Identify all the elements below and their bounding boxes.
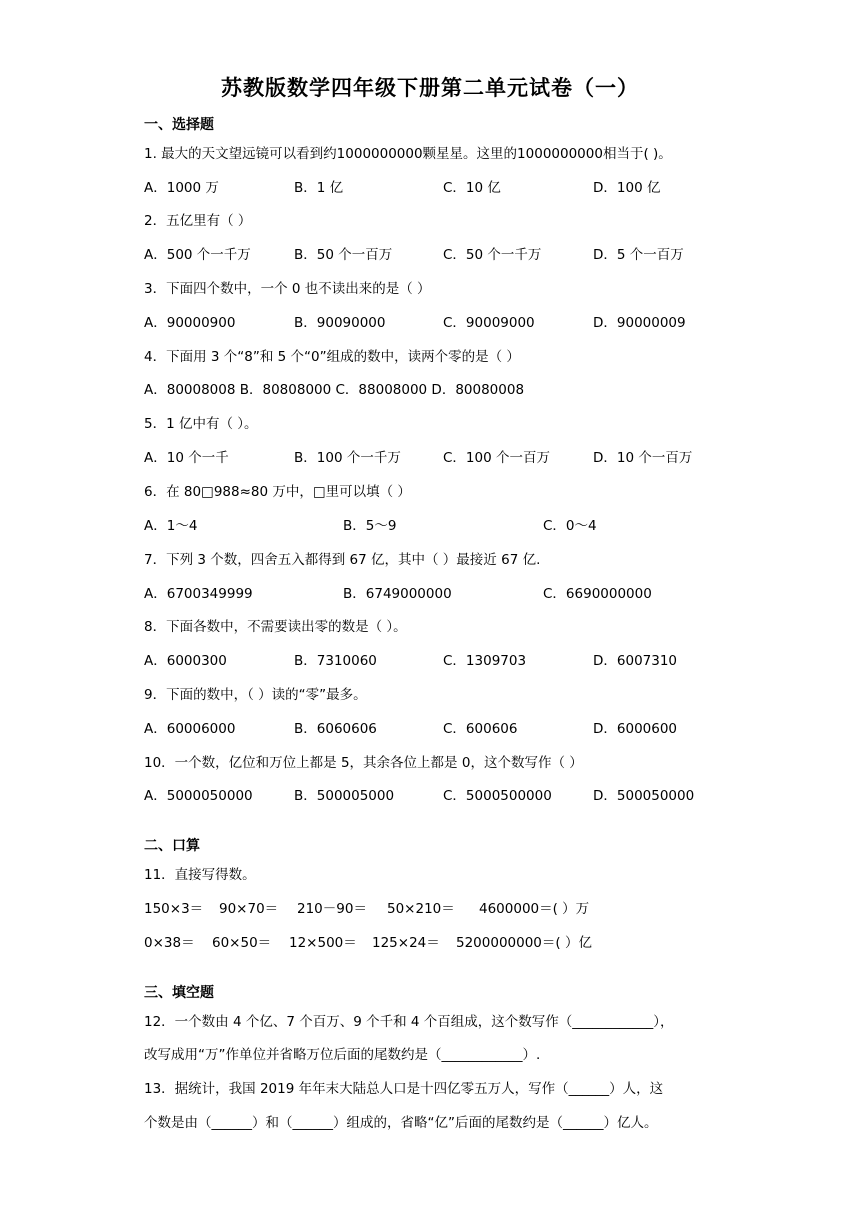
question-1-option-a: A．1000 万 <box>144 180 219 196</box>
question-3-option-b: B．90090000 <box>294 315 386 331</box>
question-6-stem: 6．在 80□988≈80 万中，□里可以填（ ） <box>144 484 411 500</box>
question-10-stem: 10．一个数，亿位和万位上都是 5，其余各位上都是 0，这个数写作（ ） <box>144 755 583 771</box>
question-6-option-a: A．1～4 <box>144 518 198 534</box>
question-13-line-1: 13．据统计，我国 2019 年年末大陆总人口是十四亿零五万人，写作（______）人，这 <box>144 1081 664 1097</box>
calc-item: 150×3＝ <box>144 901 204 917</box>
question-10-option-c: C．5000500000 <box>443 788 552 804</box>
section-heading-fill-in: 三、填空题 <box>144 985 214 1001</box>
question-10-option-d: D．500050000 <box>593 788 695 804</box>
calc-item: 50×210＝ <box>387 901 455 917</box>
question-5-option-d: D．10 个一百万 <box>593 450 693 466</box>
question-8-option-b: B．7310060 <box>294 653 377 669</box>
question-4-options: A．80008008 B．80808000 C．88008000 D．80080008 <box>144 382 525 398</box>
question-7-stem: 7．下列 3 个数，四舍五入都得到 67 亿，其中（ ）最接近 67 亿. <box>144 552 541 568</box>
question-9-option-a: A．60006000 <box>144 721 236 737</box>
question-8-option-d: D．6007310 <box>593 653 678 669</box>
question-11-stem: 11．直接写得数。 <box>144 867 256 883</box>
calc-item: 4600000＝( ）万 <box>479 901 590 917</box>
question-6-option-c: C．0～4 <box>543 518 597 534</box>
question-1-option-b: B．1 亿 <box>294 180 344 196</box>
question-2-option-a: A．500 个一千万 <box>144 247 251 263</box>
calc-item: 60×50＝ <box>212 935 272 951</box>
question-2-option-d: D．5 个一百万 <box>593 247 684 263</box>
question-2-option-b: B．50 个一百万 <box>294 247 393 263</box>
question-9-option-c: C．600606 <box>443 721 518 737</box>
question-5-stem: 5．1 亿中有（ ）。 <box>144 416 258 432</box>
question-5-option-a: A．10 个一千 <box>144 450 229 466</box>
question-10-option-b: B．500005000 <box>294 788 395 804</box>
question-3-option-d: D．90000009 <box>593 315 686 331</box>
calc-item: 0×38＝ <box>144 935 195 951</box>
page-title: 苏教版数学四年级下册第二单元试卷（一） <box>221 76 639 100</box>
section-heading-choice: 一、选择题 <box>144 117 214 133</box>
question-7-option-c: C．6690000000 <box>543 586 652 602</box>
question-7-option-b: B．6749000000 <box>343 586 452 602</box>
question-5-option-c: C．100 个一百万 <box>443 450 550 466</box>
question-3-option-a: A．90000900 <box>144 315 236 331</box>
question-7-option-a: A．6700349999 <box>144 586 253 602</box>
question-8-option-a: A．6000300 <box>144 653 227 669</box>
question-3-stem: 3．下面四个数中，一个 0 也不读出来的是（ ） <box>144 281 431 297</box>
question-6-option-b: B．5～9 <box>343 518 397 534</box>
question-2-option-c: C．50 个一千万 <box>443 247 542 263</box>
calc-item: 125×24＝ <box>372 935 440 951</box>
calc-item: 12×500＝ <box>289 935 357 951</box>
question-9-option-d: D．6000600 <box>593 721 678 737</box>
question-1-stem: 1. 最大的天文望远镜可以看到约1000000000颗星星。这里的1000000000相当于( )。 <box>144 146 672 162</box>
question-1-option-c: C．10 亿 <box>443 180 501 196</box>
question-1-option-d: D．100 亿 <box>593 180 661 196</box>
question-9-option-b: B．6060606 <box>294 721 377 737</box>
question-4-stem: 4．下面用 3 个“8”和 5 个“0”组成的数中，读两个零的是（ ） <box>144 349 520 365</box>
question-12-line-1: 12．一个数由 4 个亿、7 个百万、9 个千和 4 个百组成，这个数写作（____________）， <box>144 1014 674 1030</box>
question-2-stem: 2．五亿里有（ ） <box>144 213 252 229</box>
question-5-option-b: B．100 个一千万 <box>294 450 401 466</box>
calc-item: 5200000000＝( ）亿 <box>456 935 592 951</box>
question-8-option-c: C．1309703 <box>443 653 527 669</box>
question-13-line-2: 个数是由（______）和（______）组成的，省略“亿”后面的尾数约是（______）亿人。 <box>144 1115 658 1131</box>
question-3-option-c: C．90009000 <box>443 315 535 331</box>
question-10-option-a: A．5000050000 <box>144 788 253 804</box>
question-12-line-2: 改写成用“万”作单位并省略万位后面的尾数约是（____________）. <box>144 1047 541 1063</box>
question-8-stem: 8．下面各数中，不需要读出零的数是（ ）。 <box>144 619 407 635</box>
question-9-stem: 9．下面的数中，（ ）读的“零”最多。 <box>144 687 367 703</box>
section-heading-mental-math: 二、口算 <box>144 838 200 854</box>
calc-item: 210－90＝ <box>297 901 367 917</box>
calc-item: 90×70＝ <box>219 901 279 917</box>
